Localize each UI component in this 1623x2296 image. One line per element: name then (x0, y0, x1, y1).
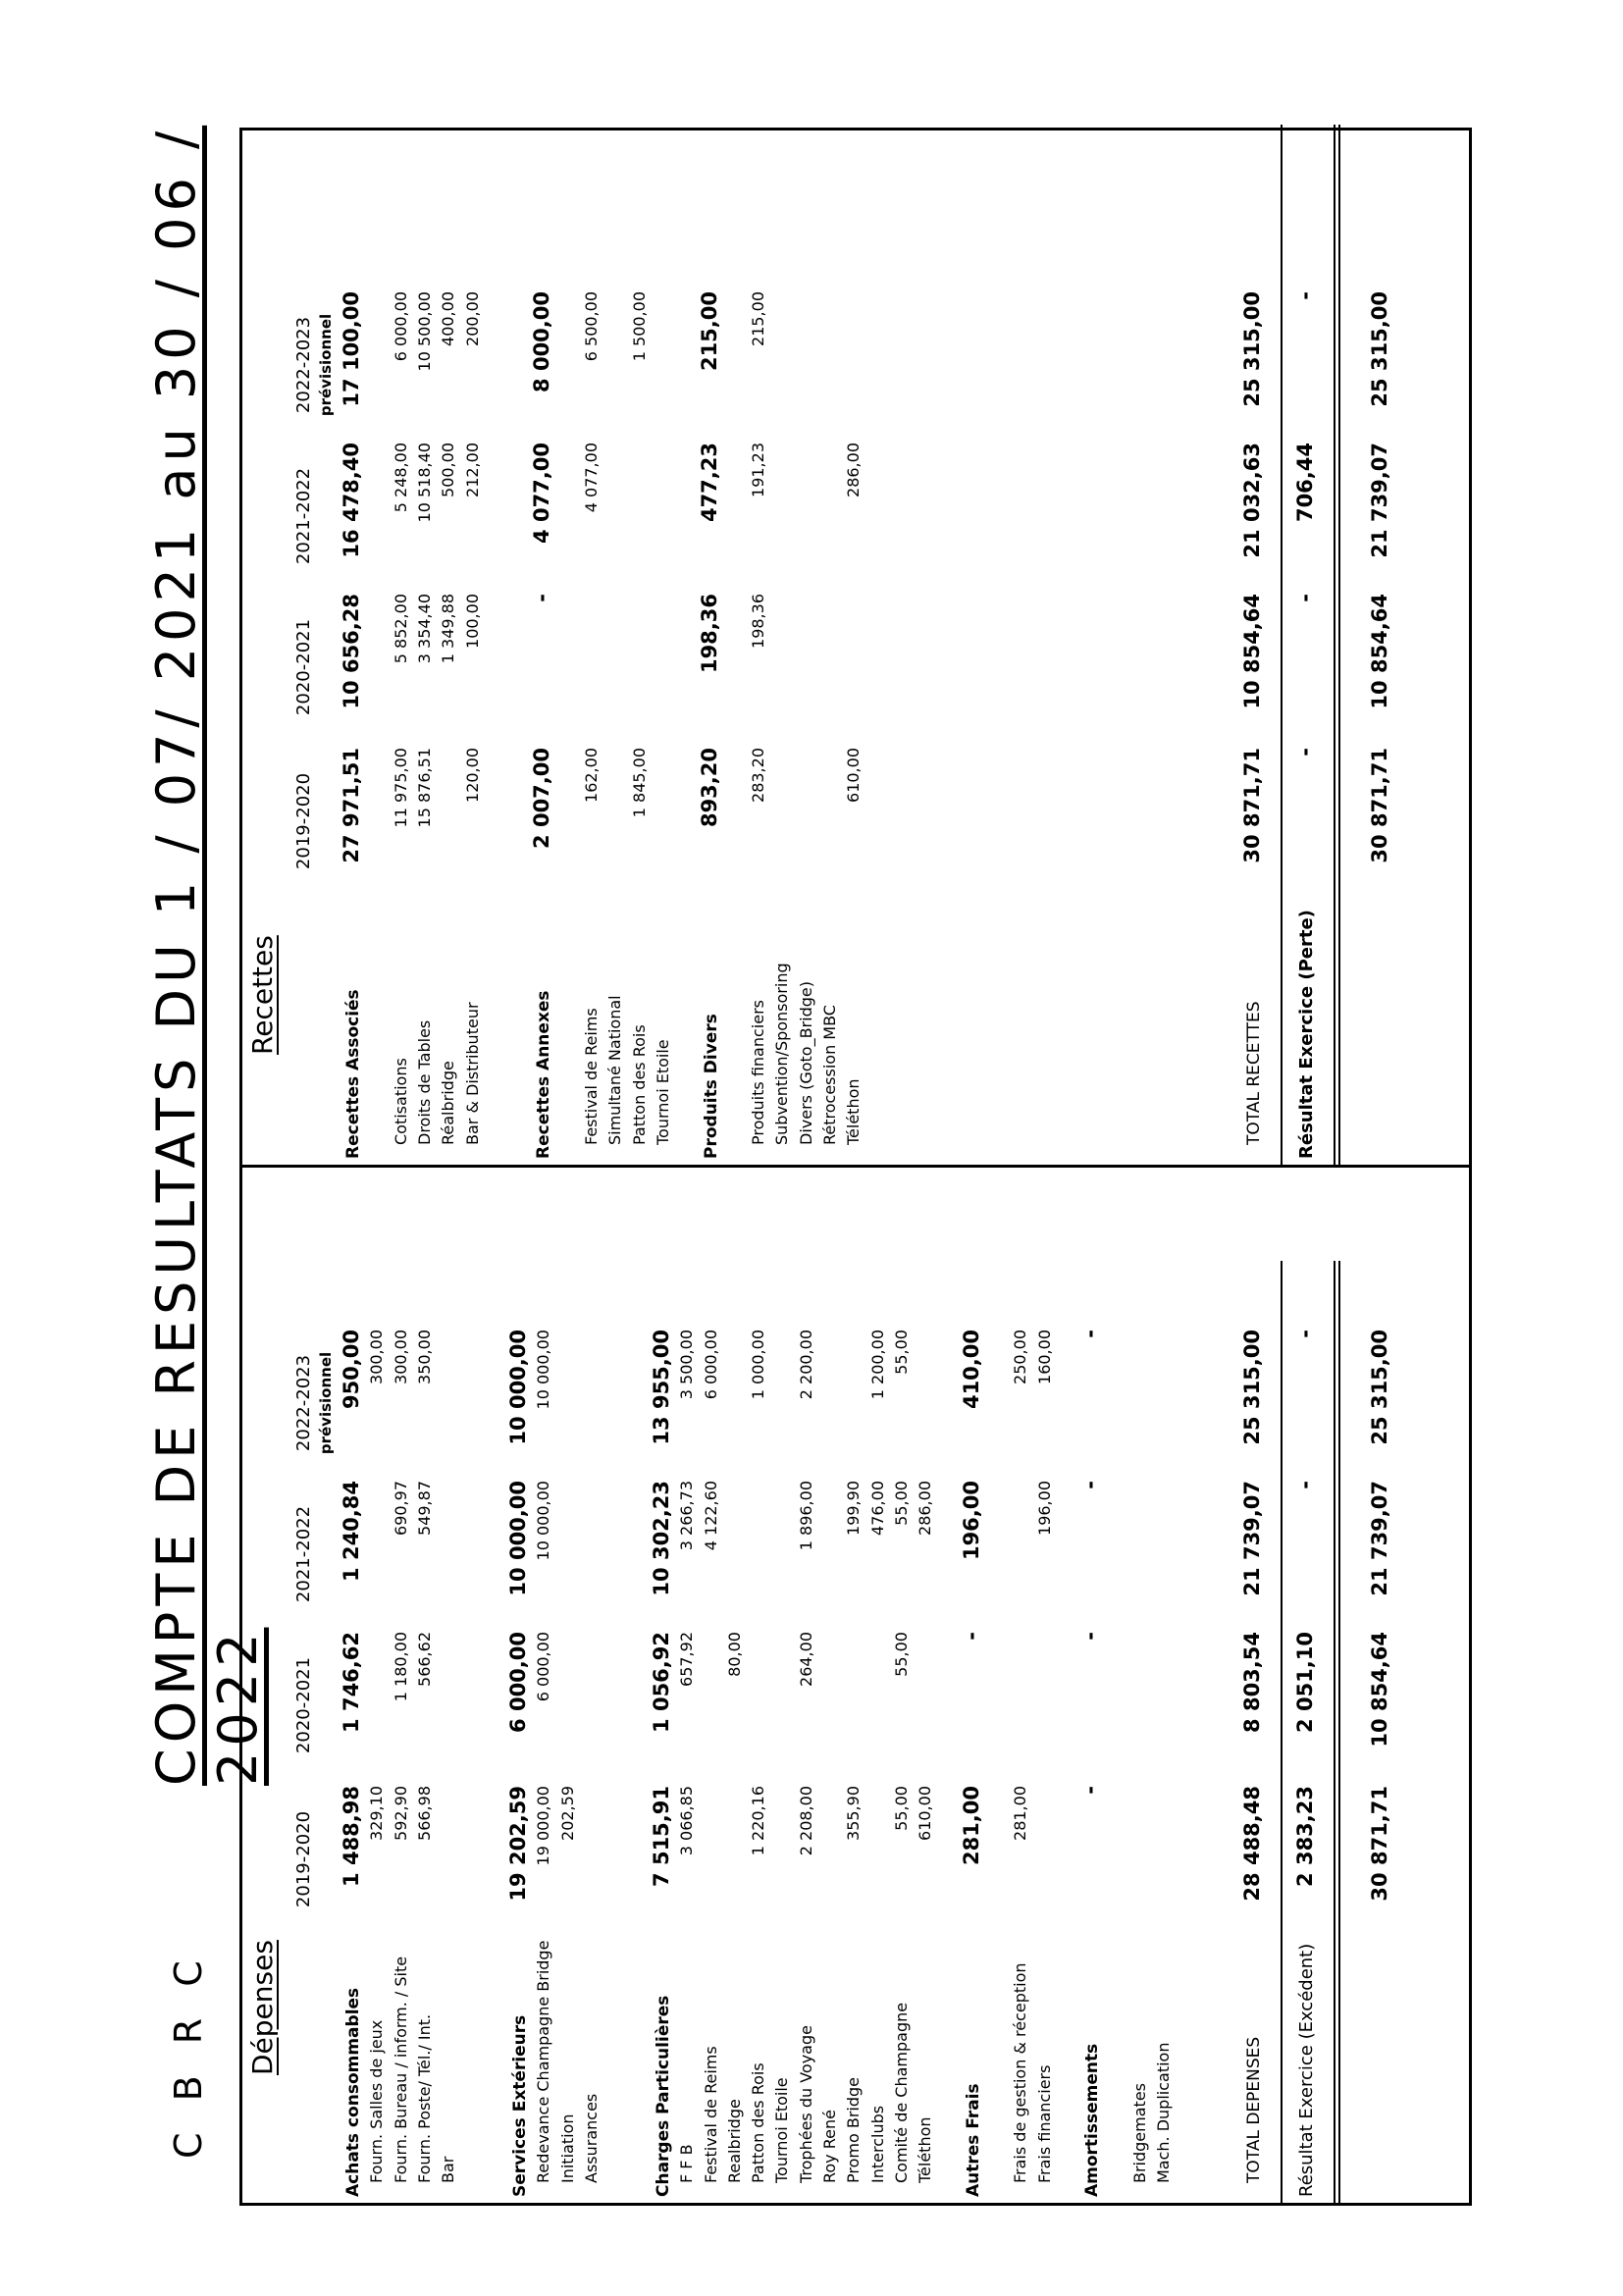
column-header: 2021-2022 (293, 467, 314, 565)
row-value: 80,00 (724, 1632, 744, 1677)
row-value: 27 971,51 (340, 748, 363, 863)
row-value: 55,00 (891, 1481, 911, 1526)
row-value: 6 000,00 (506, 1632, 531, 1733)
total-label: TOTAL RECETTES (1244, 1001, 1264, 1145)
row-value: 15 876,51 (414, 748, 434, 828)
row-label: Fourn. Bureau / inform. / Site (391, 1956, 410, 2183)
row-value: 400,00 (439, 291, 458, 346)
row-label: F F B (677, 2144, 697, 2183)
row-value: 329,10 (367, 1786, 387, 1841)
row-value: 1 845,00 (629, 748, 649, 818)
total-value: 30 871,71 (1240, 748, 1264, 863)
column-header: 2019-2020 (293, 1810, 314, 1908)
row-value: 17 100,00 (340, 291, 363, 407)
row-value: 162,00 (582, 748, 601, 803)
row-label: Trophées du Voyage (796, 2025, 815, 2183)
row-value: 7 515,91 (649, 1786, 673, 1887)
grand-total-value: 30 871,71 (1368, 1786, 1391, 1902)
row-value: 610,00 (844, 748, 864, 803)
row-value: 11 975,00 (391, 748, 410, 828)
row-value: 250,00 (1011, 1330, 1030, 1384)
grand-total-value: 30 871,71 (1368, 748, 1391, 863)
row-value: 690,97 (391, 1481, 410, 1536)
total-value: 8 803,54 (1240, 1632, 1264, 1733)
org-name: C B R C (167, 1951, 210, 2159)
row-label: Patton des Rois (749, 2062, 768, 2183)
row-value: 198,36 (697, 594, 721, 674)
row-label: Charges Particulières (653, 1995, 673, 2197)
result-value: - (1293, 1481, 1317, 1489)
row-value: 10 000,00 (506, 1481, 531, 1596)
row-label: Frais financiers (1034, 2064, 1054, 2183)
row-value: 55,00 (891, 1632, 911, 1677)
row-label: Fourn. Salles de jeux (367, 2019, 387, 2183)
row-label: Bar & Distributeur (462, 1002, 482, 1145)
row-value: 410,00 (959, 1330, 983, 1410)
row-value: 281,00 (1011, 1786, 1030, 1841)
row-value: 477,23 (697, 443, 721, 523)
grand-total-value: 21 739,07 (1368, 443, 1391, 558)
total-rule (1281, 125, 1283, 1165)
row-value: 196,00 (1034, 1481, 1054, 1536)
row-value: 198,36 (749, 594, 768, 649)
row-value: - (1078, 1481, 1103, 1489)
row-label: Autres Frais (963, 2083, 983, 2197)
grand-total-rule (1334, 125, 1340, 1165)
row-value: 10 000,00 (534, 1330, 553, 1410)
row-label: Recettes Associés (343, 989, 363, 1159)
total-value: 25 315,00 (1240, 291, 1264, 407)
row-value: 13 955,00 (649, 1330, 673, 1445)
row-value: 10 302,23 (649, 1481, 673, 1596)
row-label: Simultané National (605, 995, 625, 1145)
row-value: 286,00 (844, 443, 864, 497)
row-value: 215,00 (749, 291, 768, 346)
grand-total-value: 21 739,07 (1368, 1481, 1391, 1596)
row-value: 202,59 (557, 1786, 577, 1841)
row-value: 6 000,00 (391, 291, 410, 362)
row-value: 476,00 (867, 1481, 887, 1536)
row-label: Recettes Annexes (534, 990, 554, 1159)
row-value: - (1078, 1632, 1103, 1641)
row-value: 120,00 (462, 748, 482, 803)
row-value: 1 500,00 (629, 291, 649, 362)
row-label: Cotisations (391, 1058, 410, 1145)
row-value: 212,00 (462, 443, 482, 497)
row-label: Festival de Reims (701, 2046, 720, 2183)
total-value: 10 854,64 (1240, 594, 1264, 709)
row-value: 4 077,00 (582, 443, 601, 513)
row-label: Achats consommables (343, 1987, 363, 2197)
row-value: 300,00 (391, 1330, 410, 1384)
results-table (239, 128, 1472, 2206)
row-value: 1 240,84 (340, 1481, 363, 1582)
grand-total-value: 25 315,00 (1368, 1330, 1391, 1445)
row-label: Promo Bridge (844, 2077, 864, 2183)
row-label: Téléthon (844, 1078, 864, 1145)
row-value: 55,00 (891, 1330, 911, 1375)
row-label: Divers (Goto_Bridge) (796, 981, 815, 1145)
column-header: 2021-2022 (293, 1505, 314, 1603)
row-value: 10 518,40 (414, 443, 434, 523)
total-value: 21 739,07 (1240, 1481, 1264, 1596)
row-value: 549,87 (414, 1481, 434, 1536)
total-rule (1281, 1261, 1283, 2203)
row-value: 592,90 (391, 1786, 410, 1841)
row-value: 1 180,00 (391, 1632, 410, 1702)
depenses-title: Dépenses (246, 1940, 279, 2075)
row-value: 2 200,00 (796, 1330, 815, 1400)
row-value: 3 354,40 (414, 594, 434, 664)
row-label: Produits financiers (749, 1000, 768, 1145)
row-value: 16 478,40 (340, 443, 363, 558)
row-label: Roy René (820, 2110, 839, 2183)
row-label: Bar (439, 2156, 458, 2183)
row-value: 5 248,00 (391, 443, 410, 513)
row-label: Initiation (557, 2113, 577, 2183)
row-value: 350,00 (414, 1330, 434, 1384)
row-label: Subvention/Sponsoring (772, 963, 792, 1145)
grand-total-rule (1334, 1261, 1340, 2203)
result-value: - (1293, 594, 1317, 602)
row-label: Bridgemates (1129, 2083, 1149, 2183)
row-value: 950,00 (340, 1330, 363, 1410)
row-value: 19 202,59 (506, 1786, 531, 1902)
row-value: 100,00 (462, 594, 482, 649)
total-label: TOTAL DEPENSES (1244, 2036, 1264, 2183)
row-value: 6 500,00 (582, 291, 601, 362)
row-value: 1 488,98 (340, 1786, 363, 1887)
row-value: 10 000,00 (506, 1330, 531, 1445)
row-label: Fourn. Poste/ Tél./ Int. (414, 2013, 434, 2183)
row-label: Realbridge (724, 2099, 744, 2183)
row-value: 160,00 (1034, 1330, 1054, 1384)
row-value: 281,00 (959, 1786, 983, 1866)
row-label: Droits de Tables (414, 1019, 434, 1145)
row-value: - (1078, 1330, 1103, 1338)
column-header: 2019-2020 (293, 772, 314, 870)
row-value: 196,00 (959, 1481, 983, 1561)
column-divider (242, 1165, 1469, 1168)
row-label: Interclubs (867, 2105, 887, 2183)
row-label: Services Extérieurs (510, 2014, 531, 2197)
row-value: 1 200,00 (867, 1330, 887, 1400)
row-value: 1 746,62 (340, 1632, 363, 1733)
result-value: 2 383,23 (1293, 1786, 1317, 1887)
total-value: 25 315,00 (1240, 1330, 1264, 1445)
column-header: 2020-2021 (293, 618, 314, 716)
row-label: Assurances (582, 2093, 601, 2183)
row-value: 1 056,92 (649, 1632, 673, 1733)
row-label: Frais de gestion & réception (1011, 1962, 1030, 2183)
result-value: - (1293, 291, 1317, 300)
row-value: 657,92 (677, 1632, 697, 1687)
row-label: Téléthon (916, 2116, 935, 2183)
column-subheader: prévisionnel (317, 1351, 335, 1455)
column-header: 2020-2021 (293, 1656, 314, 1754)
row-value: 3 266,73 (677, 1481, 697, 1551)
page-title: COMPTE DE RESULTATS DU 1 / 07/ 2021 au 30 / 06 / 2022 (145, 125, 269, 1786)
total-value: 21 032,63 (1240, 443, 1264, 558)
row-value: 355,90 (844, 1786, 864, 1841)
row-value: 3 500,00 (677, 1330, 697, 1400)
row-value: - (959, 1632, 983, 1641)
row-value: 264,00 (796, 1632, 815, 1687)
row-value: 8 000,00 (530, 291, 554, 392)
row-value: 10 656,28 (340, 594, 363, 709)
row-value: 4 077,00 (530, 443, 554, 544)
grand-total-value: 10 854,64 (1368, 594, 1391, 709)
row-value: 215,00 (697, 291, 721, 372)
row-label: Patton des Rois (629, 1024, 649, 1145)
row-value: 55,00 (891, 1786, 911, 1831)
row-label: Amortissements (1082, 2043, 1103, 2197)
row-value: 10 500,00 (414, 291, 434, 372)
row-value: 2 007,00 (530, 748, 554, 849)
row-label: Redevance Champagne Bridge (534, 1940, 553, 2183)
row-value: 2 208,00 (796, 1786, 815, 1856)
row-value: 3 066,85 (677, 1786, 697, 1856)
column-subheader: prévisionnel (317, 313, 335, 417)
row-value: - (530, 594, 554, 602)
result-label: Résultat Exercice (Excédent) (1296, 1943, 1317, 2197)
total-value: 28 488,48 (1240, 1786, 1264, 1902)
row-value: 283,20 (749, 748, 768, 803)
row-label: Mach. Duplication (1154, 2042, 1174, 2183)
row-value: 5 852,00 (391, 594, 410, 664)
result-label: Résultat Exercice (Perte) (1296, 910, 1317, 1159)
row-label: Festival de Reims (582, 1008, 601, 1145)
row-value: 6 000,00 (534, 1632, 553, 1702)
row-value: 1 220,16 (749, 1786, 768, 1856)
row-label: Produits Divers (701, 1014, 721, 1159)
row-value: 566,98 (414, 1786, 434, 1841)
grand-total-value: 25 315,00 (1368, 291, 1391, 407)
result-value: 2 051,10 (1293, 1632, 1317, 1733)
row-value: 1 896,00 (796, 1481, 815, 1551)
row-label: Comité de Champagne (891, 2002, 911, 2183)
recettes-title: Recettes (246, 935, 279, 1055)
grand-total-value: 10 854,64 (1368, 1632, 1391, 1748)
row-label: Réalbridge (439, 1061, 458, 1145)
row-value: 10 000,00 (534, 1481, 553, 1561)
row-value: 199,90 (844, 1481, 864, 1536)
row-value: 1 349,88 (439, 594, 458, 664)
row-value: - (1078, 1786, 1103, 1795)
row-value: 19 000,00 (534, 1786, 553, 1866)
row-value: 300,00 (367, 1330, 387, 1384)
result-value: - (1293, 748, 1317, 757)
row-value: 610,00 (916, 1786, 935, 1841)
row-value: 200,00 (462, 291, 482, 346)
result-value: - (1293, 1330, 1317, 1338)
row-label: Tournoi Etoile (653, 1039, 672, 1145)
row-value: 286,00 (916, 1481, 935, 1536)
row-value: 893,20 (697, 748, 721, 828)
row-value: 566,62 (414, 1632, 434, 1687)
row-label: Tournoi Etoile (772, 2077, 792, 2183)
row-value: 6 000,00 (701, 1330, 720, 1400)
row-value: 191,23 (749, 443, 768, 497)
column-header: 2022-2023 (293, 316, 314, 414)
result-value: 706,44 (1293, 443, 1317, 523)
column-header: 2022-2023 (293, 1354, 314, 1452)
row-value: 1 000,00 (749, 1330, 768, 1400)
row-label: Rétrocession MBC (820, 1005, 839, 1145)
row-value: 500,00 (439, 443, 458, 497)
row-value: 4 122,60 (701, 1481, 720, 1551)
